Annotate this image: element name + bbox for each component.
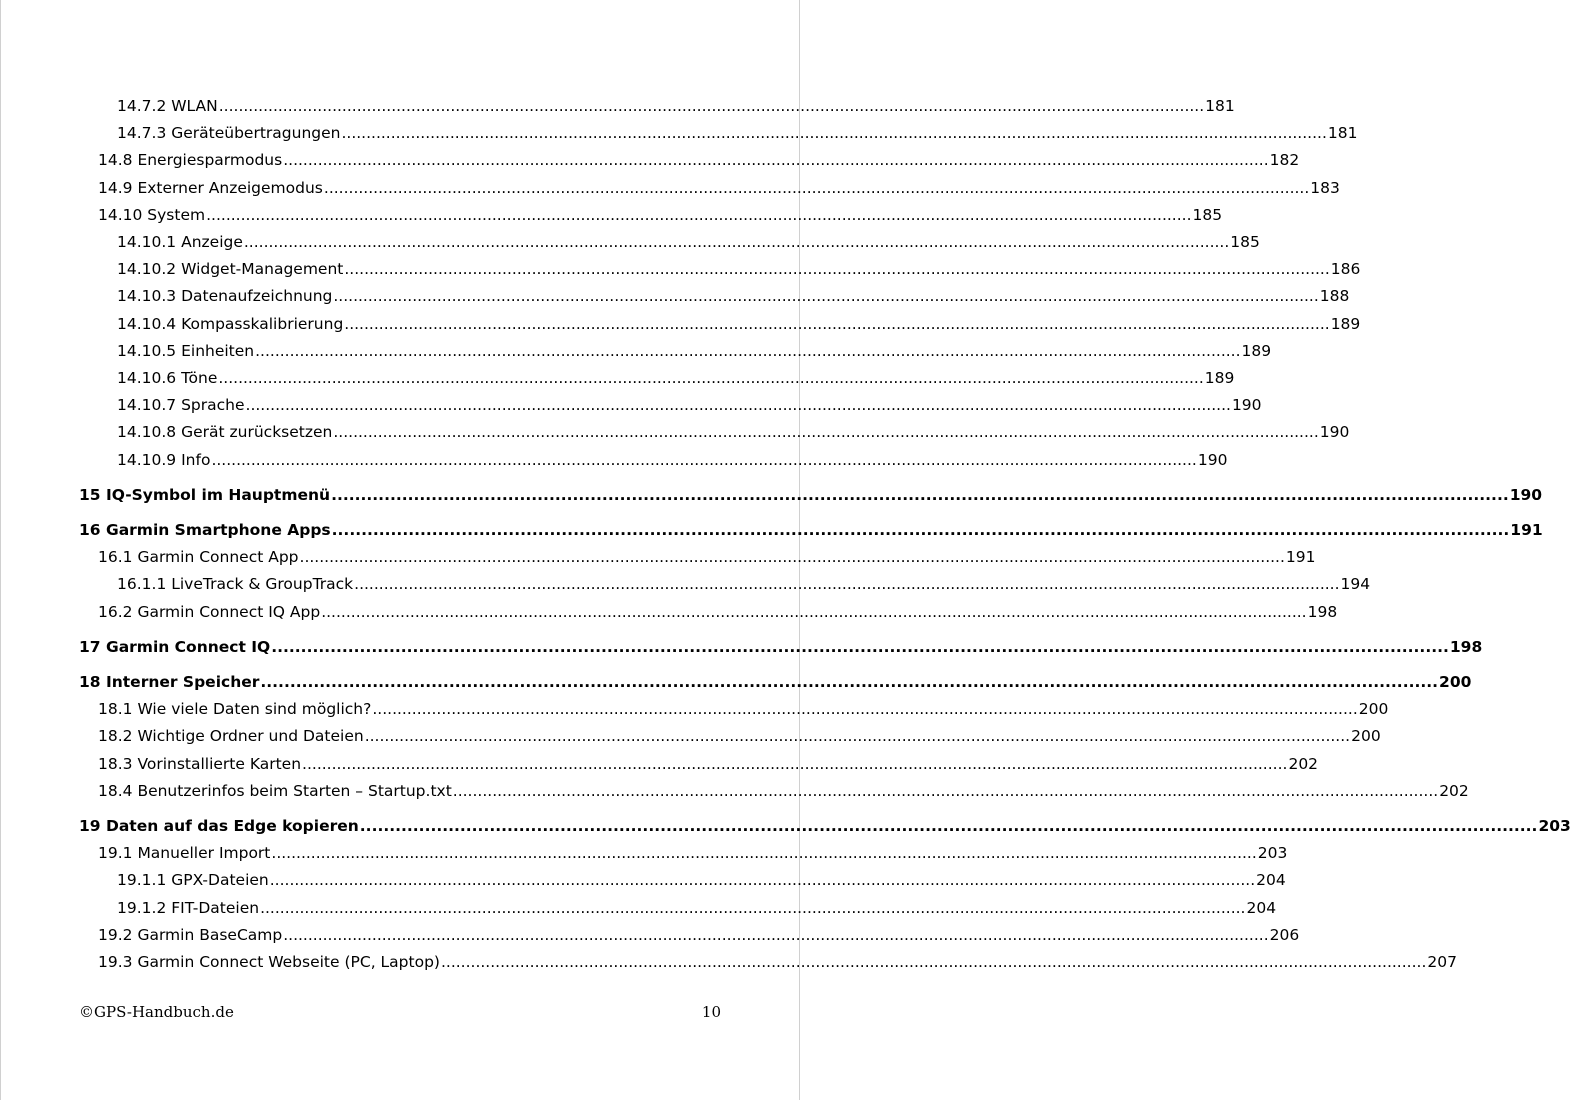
toc-entry-title: 14.10.2 Widget-Management [117,260,344,279]
toc-entry-title: 19.3 Garmin Connect Webseite (PC, Laptop) [98,953,440,971]
toc-entry-page: 198 [1449,637,1483,656]
toc-entry-page: 190 [1231,396,1262,415]
toc-entry-title: 18.4 Benutzerinfos beim Starten – Startup.txt [98,781,452,800]
toc-entry-title: 14.8 Energiesparmodus [98,151,283,170]
toc-entry-page: 186 [1330,260,1361,279]
toc-entry-title: 19.1.1 GPX-Dateien [117,871,269,890]
toc-entry-page: 181 [1205,97,1235,115]
toc-entry[interactable] [98,178,1340,198]
toc-entry-title: 19 Daten auf das Edge kopieren [79,817,359,835]
toc-entry-page: 190 [1509,485,1543,504]
toc-entry[interactable] [117,395,1262,415]
toc-entry-page: 185 [1230,233,1260,251]
toc-entry-page: 203 [1538,817,1571,835]
toc-entry-title: 15 IQ-Symbol im Hauptmenü [79,485,331,504]
toc-entry[interactable] [117,450,1228,470]
toc-entry-title: 14.10.6 Töne [117,369,218,387]
toc-entry-title: 14.10.9 Info [117,450,211,469]
toc-entry-page: 182 [1269,151,1300,170]
toc-entry-page: 181 [1327,124,1358,143]
toc-entry-page: 189 [1330,314,1361,333]
toc-entry-page: 194 [1340,575,1371,594]
toc-leader-dots: ........................................................................................................................................................................................................ [331,521,1510,539]
toc-entry-title: 14.7.2 WLAN [117,97,218,115]
toc-leader-dots: ........................................................................................................................................................................................................ [283,151,1269,170]
toc-leader-dots: ........................................................................................................................................................................................................ [299,548,1285,567]
toc-entry-page: 202 [1439,781,1469,800]
footer-copyright: ©GPS-Handbuch.de [79,1003,234,1021]
toc-leader-dots: ........................................................................................................................................................................................................ [211,450,1197,469]
toc-entry[interactable] [117,232,1260,252]
toc-entry-page: 198 [1307,602,1338,621]
toc-leader-dots: ........................................................................................................................................................................................................ [283,925,1269,944]
toc-entry-title: 18.3 Vorinstallierte Karten [98,754,302,773]
toc-entry[interactable] [98,925,1300,945]
toc-entry[interactable] [98,150,1300,170]
toc-entry-title: 19.2 Garmin BaseCamp [98,925,283,944]
toc-leader-dots: ........................................................................................................................................................................................................ [302,754,1288,773]
toc-entry[interactable] [98,781,1469,801]
toc-chapter-entry[interactable] [79,520,1543,540]
toc-leader-dots: ........................................................................................................................................................................................................ [354,575,1340,594]
toc-leader-dots: ........................................................................................................................................................................................................ [271,844,1257,863]
toc-leader-dots: ........................................................................................................................................................................................................ [271,637,1449,656]
toc-leader-dots: ........................................................................................................................................................................................................ [440,953,1427,971]
toc-leader-dots: ........................................................................................................................................................................................................ [331,485,1509,504]
toc-entry-title: 17 Garmin Connect IQ [79,637,271,656]
toc-entry-title: 14.10.4 Kompasskalibrierung [117,314,344,333]
toc-entry-page: 206 [1269,925,1300,944]
toc-leader-dots: ........................................................................................................................................................................................................ [245,396,1231,415]
toc-entry-title: 14.10.3 Datenaufzeichnung [117,287,333,306]
toc-entry-page: 185 [1192,205,1223,224]
footer-page-number: 10 [701,1003,721,1021]
toc-entry-page: 190 [1197,450,1228,469]
toc-entry-title: 18.1 Wie viele Daten sind möglich? [98,700,372,719]
toc-entry-page: 191 [1510,521,1543,539]
toc-leader-dots: ........................................................................................................................................................................................................ [372,700,1358,719]
toc-entry[interactable] [98,843,1288,863]
toc-leader-dots: ........................................................................................................................................................................................................ [364,727,1351,746]
toc-entry-title: 14.10.7 Sprache [117,396,245,415]
toc-entry[interactable] [98,726,1381,746]
toc-chapter-entry[interactable] [79,816,1571,836]
toc-entry-title: 16.2 Garmin Connect IQ App [98,602,321,621]
toc-entry-page: 200 [1358,700,1389,719]
toc-entry[interactable] [98,952,1457,972]
toc-entry[interactable] [117,123,1358,143]
toc-leader-dots: ........................................................................................................................................................................................................ [243,233,1230,251]
toc-entry[interactable] [117,96,1235,116]
toc-entry-title: 19.1 Manueller Import [98,844,271,863]
toc-leader-dots: ........................................................................................................................................................................................................ [206,205,1192,224]
toc-leader-dots: ........................................................................................................................................................................................................ [269,871,1256,890]
toc-entry[interactable] [98,699,1389,719]
toc-entry[interactable] [117,341,1272,361]
toc-entry[interactable] [117,314,1361,334]
toc-leader-dots: ........................................................................................................................................................................................................ [333,287,1319,306]
toc-entry-page: 203 [1257,844,1288,863]
page-footer [79,1003,721,1021]
toc-entry[interactable] [117,286,1350,306]
toc-entry[interactable] [117,898,1277,918]
toc-entry-page: 207 [1427,953,1457,971]
toc-entry-page: 202 [1288,754,1319,773]
toc-entry-page: 189 [1204,369,1235,387]
toc-leader-dots: ........................................................................................................................................................................................................ [260,898,1246,917]
toc-chapter-entry[interactable] [79,637,1483,657]
toc-entry-title: 19.1.2 FIT-Dateien [117,898,260,917]
toc-leader-dots: ........................................................................................................................................................................................................ [452,781,1439,800]
toc-chapter-entry[interactable] [79,485,1543,505]
toc-entry-page: 191 [1285,548,1316,567]
toc-leader-dots: ........................................................................................................................................................................................................ [321,602,1307,621]
toc-entry-title: 14.10.1 Anzeige [117,233,243,251]
toc-entry[interactable] [98,754,1319,774]
toc-leader-dots: ........................................................................................................................................................................................................ [344,314,1330,333]
toc-leader-dots: ........................................................................................................................................................................................................ [341,124,1327,143]
toc-entry-title: 14.9 Externer Anzeigemodus [98,178,323,197]
toc-leader-dots: ........................................................................................................................................................................................................ [260,673,1439,691]
toc-entry[interactable] [117,368,1235,388]
toc-entry-page: 190 [1319,423,1350,442]
toc-entry-title: 14.10 System [98,205,206,224]
toc-entry-page: 204 [1256,871,1286,890]
toc-chapter-entry[interactable] [79,672,1472,692]
toc-entry[interactable] [117,259,1361,279]
toc-entry-page: 188 [1319,287,1350,306]
toc-entry-page: 183 [1310,178,1340,197]
toc-leader-dots: ........................................................................................................................................................................................................ [218,369,1204,387]
toc-entry-page: 189 [1241,341,1272,360]
toc-entry-title: 14.7.3 Geräteübertragungen [117,124,341,143]
toc-entry-page: 200 [1351,727,1381,746]
toc-entry-title: 18 Interner Speicher [79,673,260,691]
toc-entry-title: 14.10.8 Gerät zurücksetzen [117,423,333,442]
toc-leader-dots: ........................................................................................................................................................................................................ [344,260,1330,279]
toc-entry-title: 18.2 Wichtige Ordner und Dateien [98,727,364,746]
toc-entry[interactable] [98,205,1223,225]
toc-leader-dots: ........................................................................................................................................................................................................ [359,817,1538,835]
toc-entry[interactable] [98,547,1316,567]
toc-entry-title: 16.1 Garmin Connect App [98,548,299,567]
toc-leader-dots: ........................................................................................................................................................................................................ [218,97,1205,115]
toc-entry[interactable] [117,870,1286,890]
toc-entry-title: 16.1.1 LiveTrack & GroupTrack [117,575,354,594]
toc-leader-dots: ........................................................................................................................................................................................................ [323,178,1310,197]
toc-entry-title: 14.10.5 Einheiten [117,341,255,360]
toc-entry[interactable] [117,574,1371,594]
toc-entry[interactable] [117,422,1350,442]
toc-entry[interactable] [98,602,1338,622]
toc-leader-dots: ........................................................................................................................................................................................................ [333,423,1319,442]
toc-entry-title: 16 Garmin Smartphone Apps [79,521,331,539]
toc-entry-page: 200 [1439,673,1472,691]
toc-leader-dots: ........................................................................................................................................................................................................ [255,341,1241,360]
toc-entry-page: 204 [1246,898,1277,917]
